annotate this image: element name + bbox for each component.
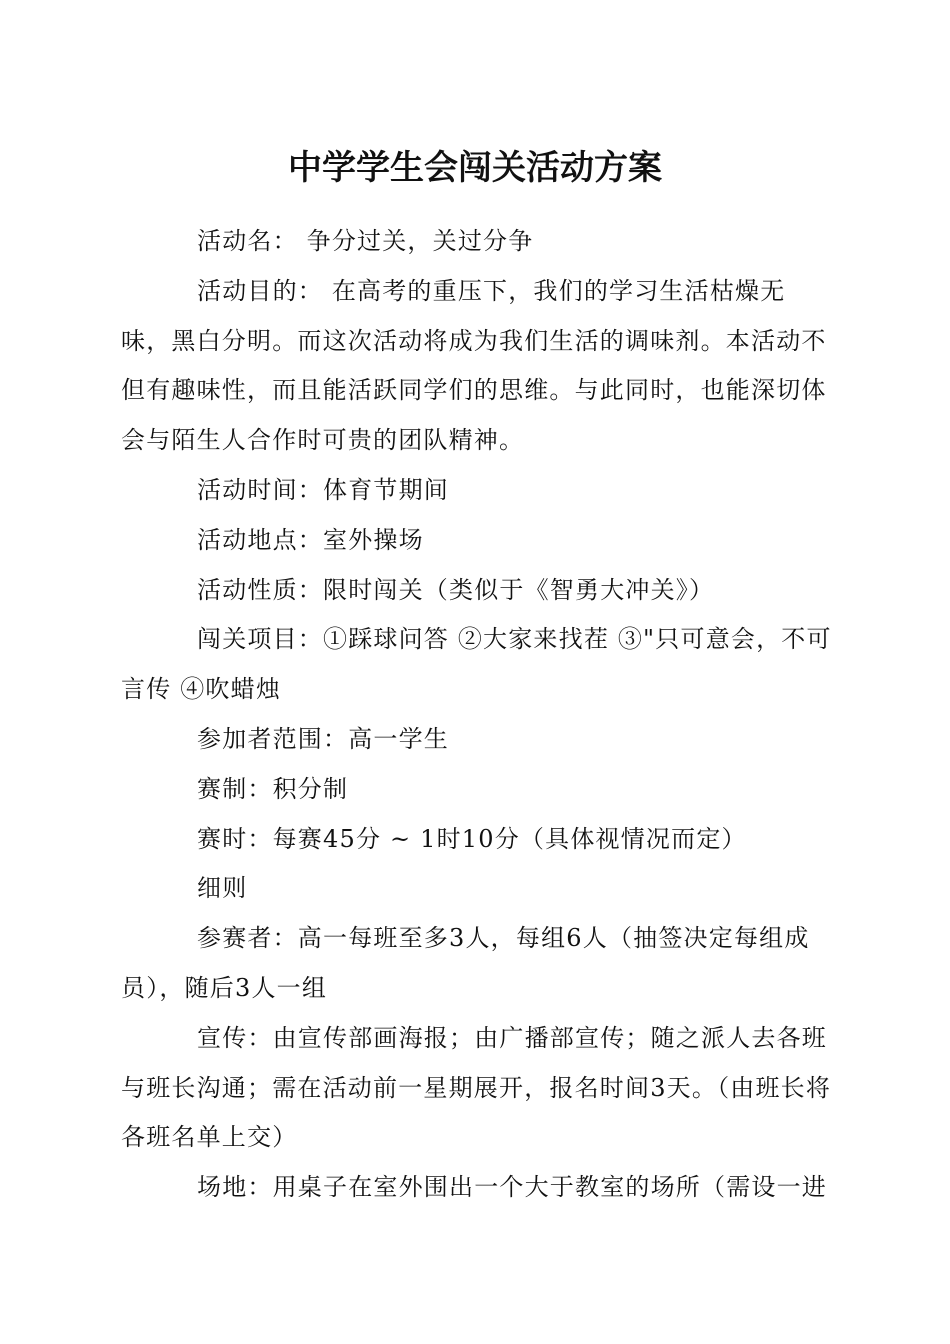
paragraph-publicity: 宣传：由宣传部画海报；由广播部宣传；随之派人去各班与班长沟通；需在活动前一星期展开，报名时间3天。（由班长将各班名单上交） <box>121 1023 832 1152</box>
paragraph-challenge-items: 闯关项目：①踩球问答 ②大家来找茬 ③"只可意会，不可言传 ④吹蜡烛 <box>121 625 832 704</box>
document-body <box>121 217 833 1213</box>
paragraph-rules-heading: 细则 <box>197 874 248 903</box>
paragraph-competition-format: 赛制：积分制 <box>197 774 349 803</box>
document-title: 中学学生会闯关活动方案 <box>288 148 662 188</box>
paragraph-venue: 场地：用桌子在室外围出一个大于教室的场所（需设一进 <box>197 1173 827 1202</box>
paragraph-activity-name: 活动名： 争分过关，关过分争 <box>197 227 534 255</box>
paragraph-activity-time: 活动时间：体育节期间 <box>197 475 449 504</box>
paragraph-contestants: 参赛者：高一每班至多3人，每组6人（抽签决定每组成员），随后3人一组 <box>121 924 810 1002</box>
paragraph-activity-location: 活动地点：室外操场 <box>197 525 424 554</box>
paragraph-activity-nature: 活动性质：限时闯关（类似于《智勇大冲关》） <box>197 575 715 604</box>
paragraph-activity-purpose: 活动目的： 在高考的重压下，我们的学习生活枯燥无味，黑白分明。而这次活动将成为我们生活的调味剂。本活动不但有趣味性，而且能活跃同学们的思维。与此同时，也能深切体会与陌生人合作时可贵的团队精神。 <box>121 276 827 455</box>
paragraph-competition-duration: 赛时：每赛45分 ~ 1时10分（具体视情况而定） <box>197 824 747 853</box>
paragraph-participants: 参加者范围：高一学生 <box>197 724 449 753</box>
